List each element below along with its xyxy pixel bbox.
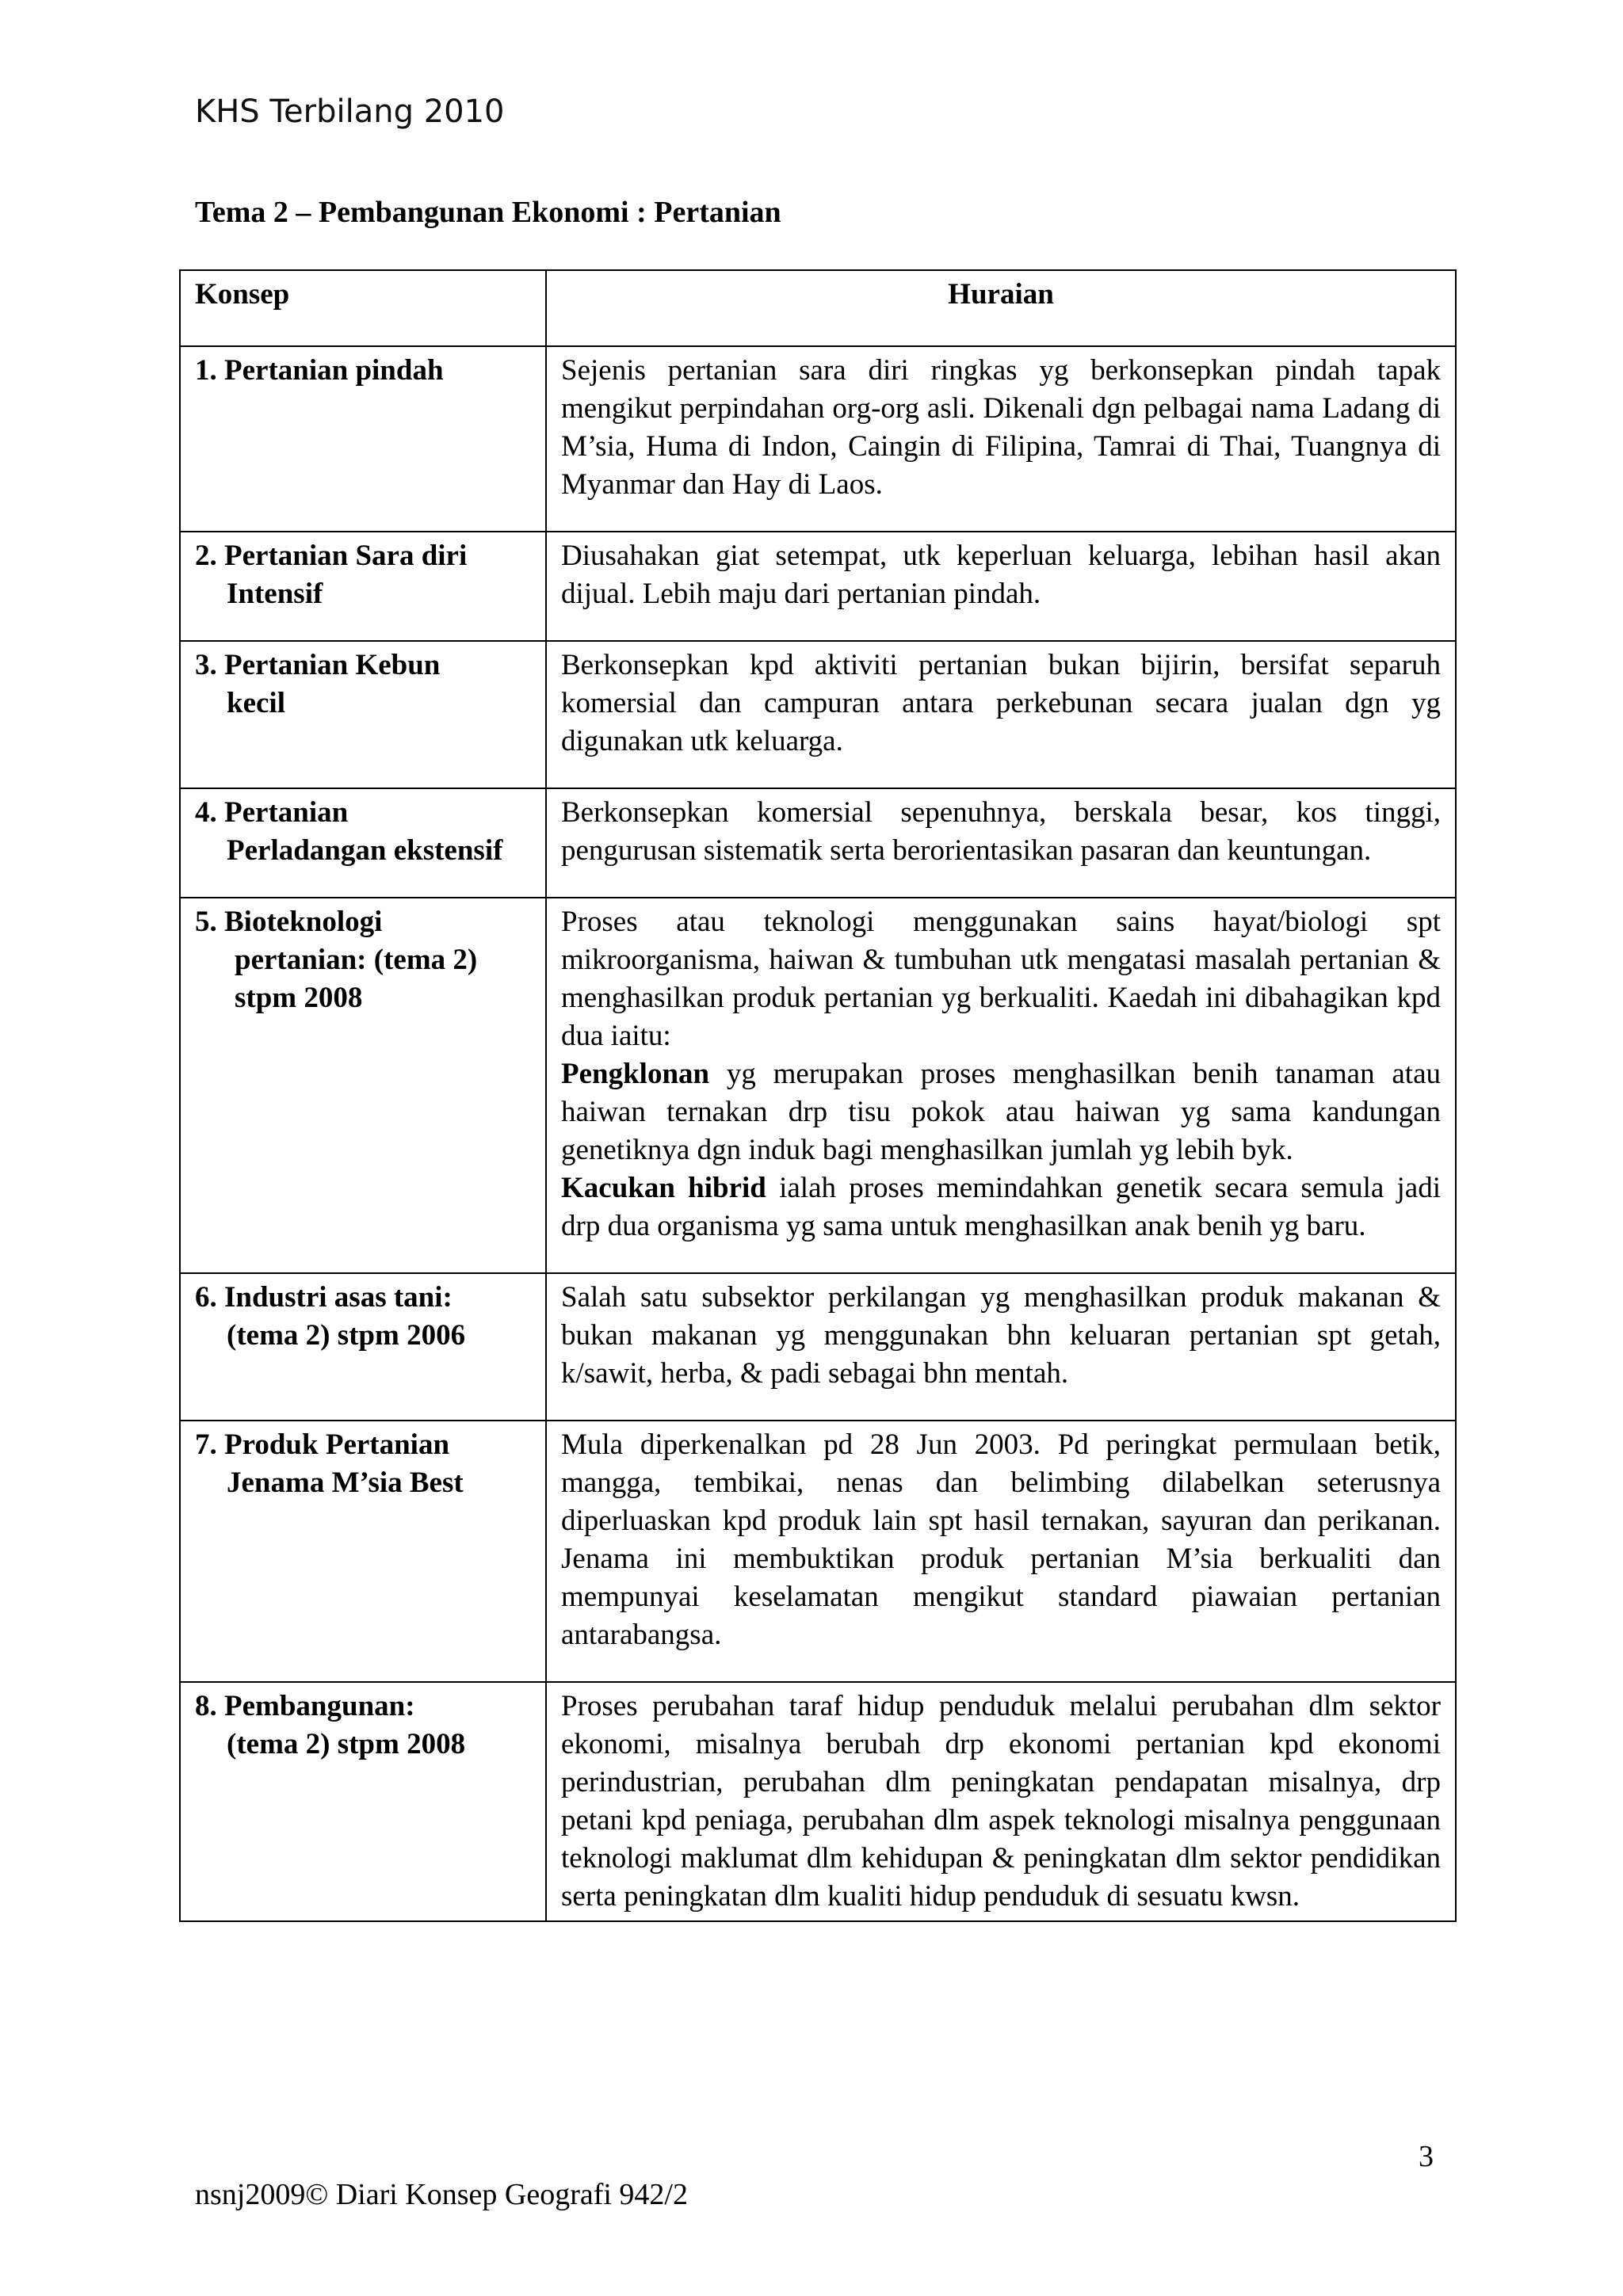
konsep-term-continued: (tema 2) stpm 2006 [227,1319,466,1352]
konsep-term: 2. Pertanian Sara diri [195,540,468,572]
huraian-cell [546,898,1456,1273]
table-header-row [180,270,1456,346]
konsep-term-continued: Intensif [227,578,323,610]
term-kacukan-hibrid: Kacukan hibrid [561,1172,766,1204]
footer-text: nsnj2009© Diari Konsep Geografi 942/2 [195,2178,688,2211]
huraian-cell: Berkonsepkan komersial sepenuhnya, berskala besar, kos tinggi, pengurusan sistematik serta berorientasikan pasaran dan keuntungan. [546,788,1456,898]
page-number: 3 [1419,2140,1434,2173]
huraian-intro: Proses atau teknologi menggunakan sains hayat/biologi spt mikroorganisma, haiwan & tumbuhan utk mengatasi masalah pertanian & menghasilkan produk pertanian yg berkualiti. Kaedah ini dibahagikan kpd dua iaitu: [561,906,1441,1052]
konsep-term: 1. Pertanian pindah [195,354,444,387]
table-row [180,641,1456,788]
concept-table [179,269,1457,1922]
konsep-term-continued: Perladangan ekstensif [227,834,503,867]
konsep-term: 4. Pertanian [195,796,349,829]
term-pengklonan-text: yg merupakan proses menghasilkan benih tanaman atau haiwan ternakan drp tisu pokok atau haiwan yg sama kandungan genetiknya dgn induk bagi menghasilkan jumlah yg lebih byk. [561,1058,1441,1166]
term-kacukan-hibrid-text: ialah proses memindahkan genetik secara semula jadi drp dua organisma yg sama untuk menghasilkan anak benih yg baru. [561,1172,1442,1242]
running-header: KHS Terbilang 2010 [195,93,505,130]
konsep-term-continued: pertanian: (tema 2) stpm 2008 [235,944,478,1014]
konsep-term-continued: (tema 2) stpm 2008 [227,1728,466,1760]
document-title: Tema 2 – Pembangunan Ekonomi : Pertanian [195,196,781,229]
konsep-cell [180,788,546,898]
column-header-huraian: Huraian [546,270,1456,346]
huraian-cell: Diusahakan giat setempat, utk keperluan keluarga, lebihan hasil akan dijual. Lebih maju dari pertanian pindah. [546,532,1456,641]
konsep-term: 5. Bioteknologi [195,906,383,938]
konsep-cell [180,641,546,788]
huraian-cell: Proses perubahan taraf hidup penduduk melalui perubahan dlm sektor ekonomi, misalnya berubah drp ekonomi pertanian kpd ekonomi perindustrian, perubahan dlm peningkatan pendapatan misalnya, drp petani kpd peniaga, perubahan dlm aspek teknologi misalnya penggunaan teknologi maklumat dlm kehidupan & peningkatan dlm sektor pendidikan serta peningkatan dlm kualiti hidup penduduk di sesuatu kwsn. [546,1682,1456,1921]
konsep-cell [180,1682,546,1921]
konsep-cell [180,1421,546,1682]
huraian-cell: Berkonsepkan kpd aktiviti pertanian bukan bijirin, bersifat separuh komersial dan campuran antara perkebunan secara jualan dgn yg digunakan utk keluarga. [546,641,1456,788]
konsep-term: 3. Pertanian Kebun [195,649,441,681]
huraian-cell: Mula diperkenalkan pd 28 Jun 2003. Pd peringkat permulaan betik, mangga, tembikai, nenas dan belimbing dilabelkan seterusnya diperluaskan kpd produk lain spt hasil ternakan, sayuran dan perikanan. Jenama ini membuktikan produk pertanian M’sia berkualiti dan mempunyai keselamatan mengikut standard piawaian pertanian antarabangsa. [546,1421,1456,1682]
table-row [180,532,1456,641]
huraian-cell: Sejenis pertanian sara diri ringkas yg berkonsepkan pindah tapak mengikut perpindahan org-org asli. Dikenali dgn pelbagai nama Ladang di M’sia, Huma di Indon, Caingin di Filipina, Tamrai di Thai, Tuangnya di Myanmar dan Hay di Laos. [546,346,1456,532]
konsep-term: 8. Pembangunan: [195,1690,415,1722]
huraian-cell: Salah satu subsektor perkilangan yg menghasilkan produk makanan & bukan makanan yg menggunakan bhn keluaran pertanian spt getah, k/sawit, herba, & padi sebagai bhn mentah. [546,1273,1456,1421]
konsep-term-continued: Jenama M’sia Best [227,1466,464,1499]
konsep-term: 6. Industri asas tani: [195,1281,453,1314]
table-row [180,1421,1456,1682]
konsep-cell [180,532,546,641]
konsep-cell [180,346,546,532]
konsep-term-continued: kecil [227,687,285,719]
konsep-term: 7. Produk Pertanian [195,1428,450,1461]
konsep-cell [180,1273,546,1421]
table-row [180,898,1456,1273]
term-pengklonan: Pengklonan [561,1058,710,1090]
table-row [180,788,1456,898]
table-row [180,1682,1456,1921]
konsep-cell [180,898,546,1273]
table-row [180,1273,1456,1421]
column-header-konsep: Konsep [180,270,546,346]
table-row [180,346,1456,532]
